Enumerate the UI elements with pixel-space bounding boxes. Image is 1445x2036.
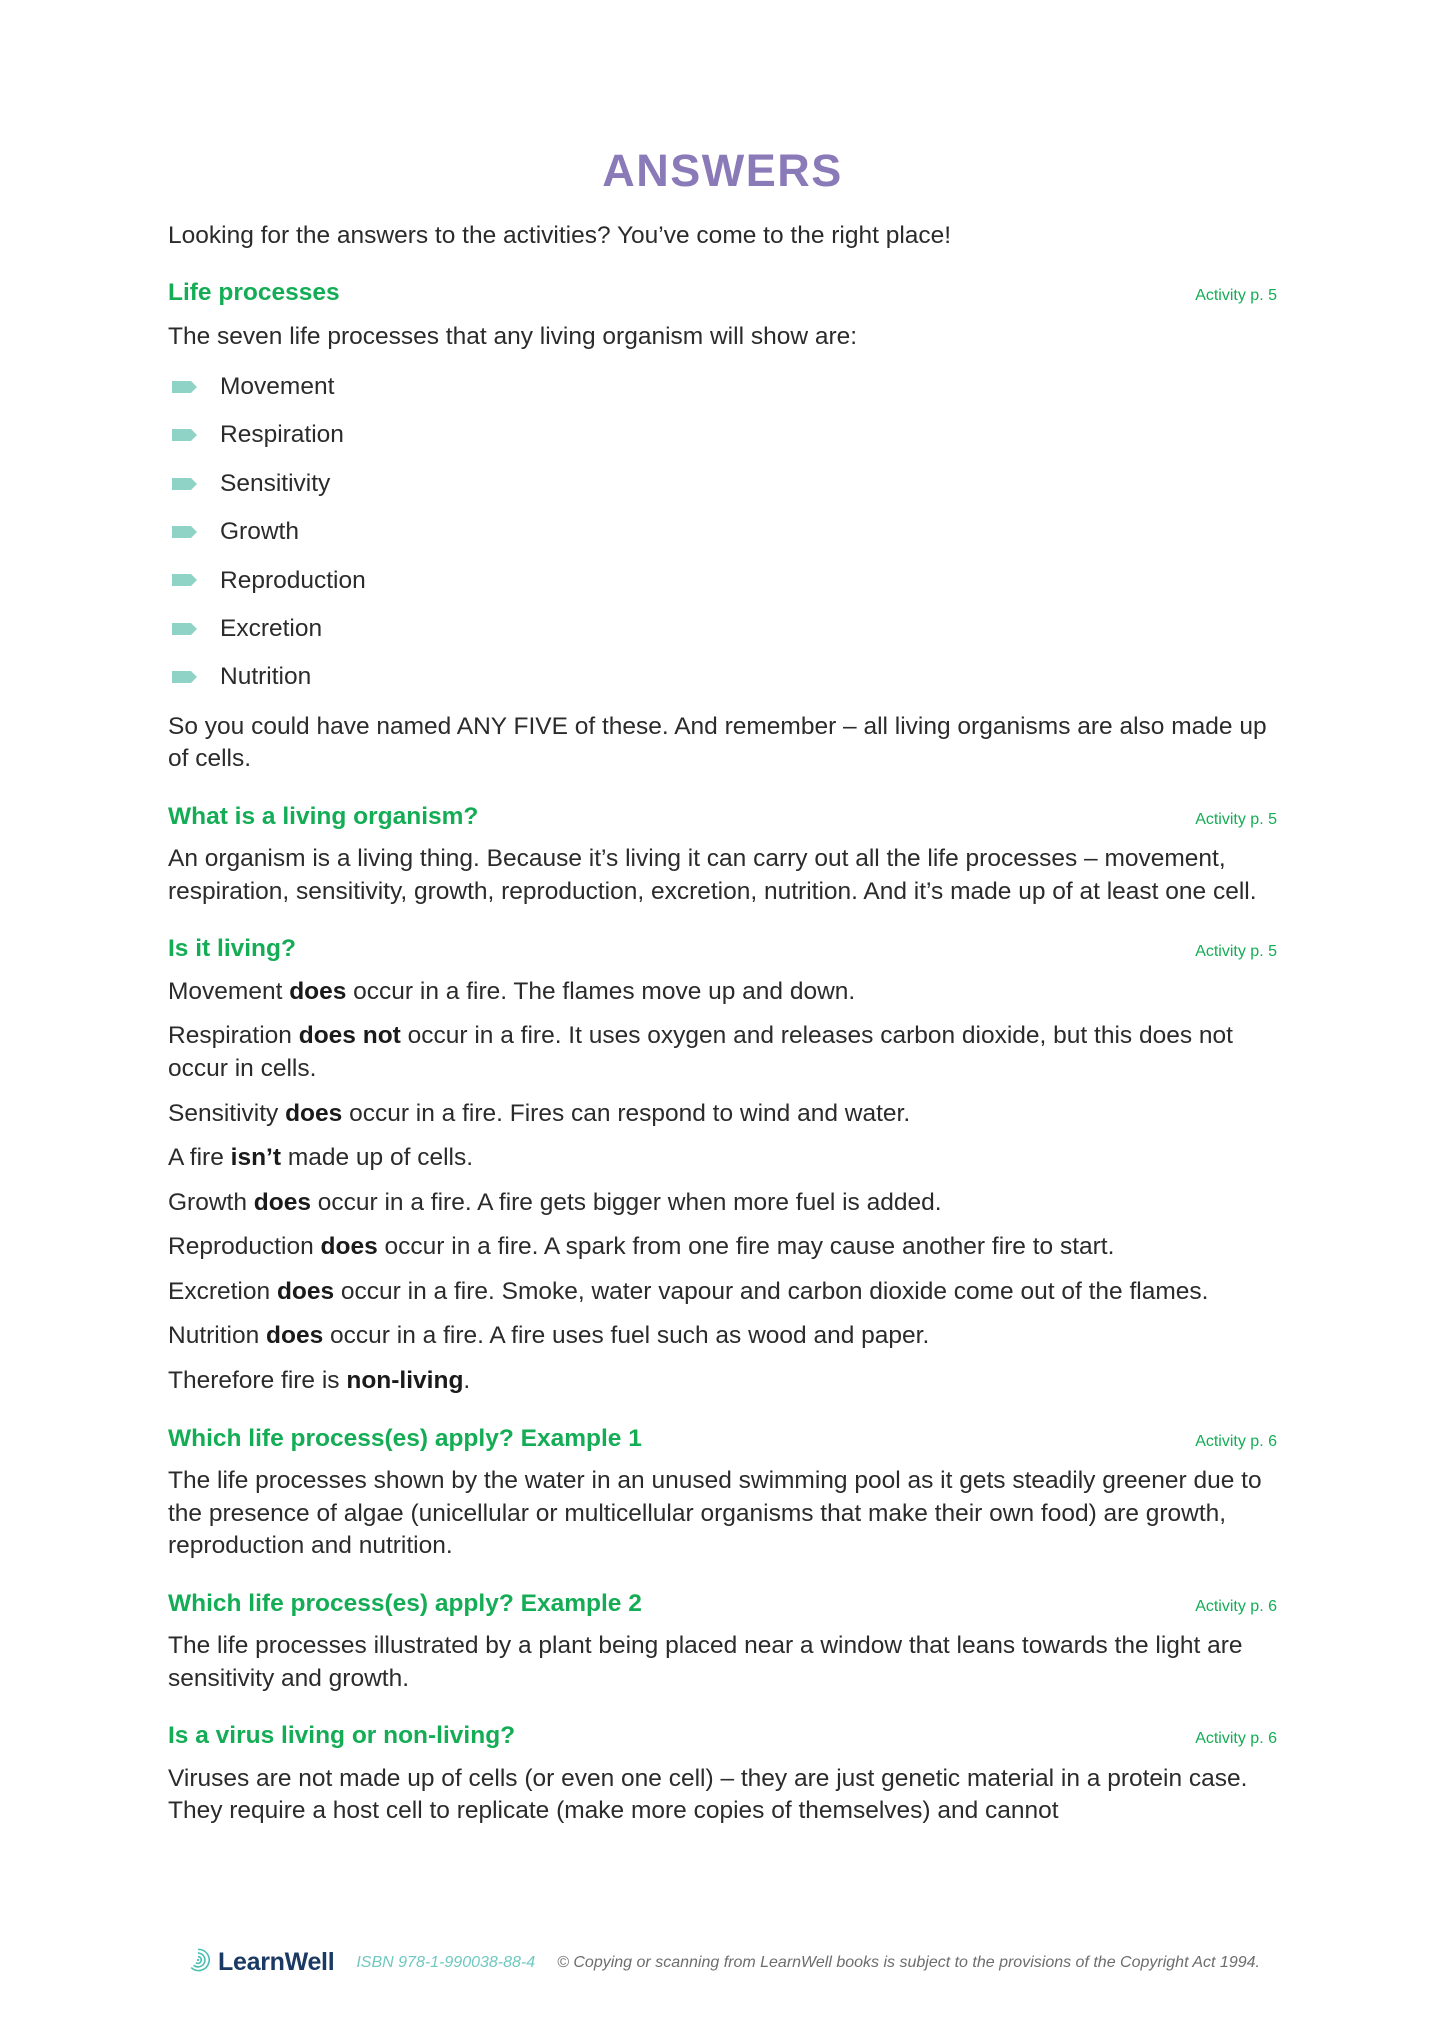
section-example-1 bbox=[168, 1424, 1277, 1563]
answer-pre: Nutrition bbox=[168, 1322, 267, 1350]
intro-paragraph: Looking for the answers to the activities? You’ve come to the right place! bbox=[168, 222, 952, 249]
answer-post: made up of cells. bbox=[281, 1144, 474, 1172]
answer-pre: Sensitivity bbox=[168, 1099, 286, 1127]
list-item-label: Growth bbox=[220, 518, 299, 546]
section-body-text: The life processes illustrated by a plant being placed near a window that leans towards the light are sensitivity and growth. bbox=[168, 1632, 1243, 1692]
answer-pre: Therefore fire is bbox=[168, 1367, 347, 1395]
answer-emphasis: isn’t bbox=[230, 1144, 282, 1172]
section-header bbox=[168, 802, 1277, 831]
section-title: Life processes bbox=[168, 279, 340, 307]
section-header bbox=[168, 1589, 1277, 1618]
section-title: Which life process(es) apply? Example 1 bbox=[168, 1424, 642, 1452]
section-what-is-a-living-organism bbox=[168, 802, 1277, 909]
section-body-text: An organism is a living thing. Because it’s living it can carry out all the life processes – movement, respiration, sensitivity, growth, reproduction, excretion, nutrition. And it’s made up of at least one cell. bbox=[168, 845, 1257, 905]
activity-reference: Activity p. 6 bbox=[1195, 1730, 1277, 1748]
answer-post: occur in a fire. Smoke, water vapour and carbon dioxide come out of the flames. bbox=[334, 1277, 1209, 1305]
answer-paragraph bbox=[168, 1320, 1277, 1353]
flag-bullet-icon bbox=[172, 670, 198, 684]
answer-paragraph bbox=[168, 1365, 1277, 1398]
answer-paragraph bbox=[168, 976, 1277, 1009]
section-header bbox=[168, 278, 1277, 307]
answer-emphasis: does bbox=[285, 1099, 343, 1127]
learnwell-logo bbox=[185, 1947, 334, 1978]
list-item-label: Reproduction bbox=[220, 566, 366, 594]
list-item bbox=[168, 662, 1277, 691]
answer-emphasis: does bbox=[253, 1188, 311, 1216]
list-item bbox=[168, 614, 1277, 643]
section-header bbox=[168, 1424, 1277, 1453]
flag-bullet-icon bbox=[172, 622, 198, 636]
page-title: ANSWERS bbox=[602, 145, 843, 196]
list-item bbox=[168, 420, 1277, 449]
section-body-text: Viruses are not made up of cells (or even one cell) – they are just genetic material in a protein case. They require a host cell to replicate (make more copies of themselves) and cannot bbox=[168, 1764, 1248, 1825]
activity-reference: Activity p. 6 bbox=[1195, 1432, 1277, 1450]
section-closing-text: So you could have named ANY FIVE of these. And remember – all living organisms are also made up of cells. bbox=[168, 712, 1267, 773]
flag-bullet-icon bbox=[172, 525, 198, 539]
answer-emphasis: does bbox=[276, 1277, 335, 1305]
answer-paragraph bbox=[168, 1020, 1277, 1085]
spiral-icon bbox=[185, 1947, 211, 1978]
flag-bullet-icon bbox=[172, 380, 198, 394]
answer-post: occur in a fire. The flames move up and down. bbox=[346, 977, 856, 1005]
answer-pre: Movement bbox=[168, 977, 290, 1005]
answer-paragraph bbox=[168, 1276, 1277, 1309]
section-header bbox=[168, 934, 1277, 963]
answer-emphasis: non-living bbox=[346, 1367, 464, 1395]
section-header bbox=[168, 1721, 1277, 1750]
activity-reference: Activity p. 6 bbox=[1195, 1597, 1277, 1615]
flag-bullet-icon bbox=[172, 573, 198, 587]
list-item-label: Movement bbox=[220, 373, 335, 401]
answer-post: occur in a fire. It uses oxygen and releases carbon dioxide, but this does not occur in cells. bbox=[168, 1022, 1233, 1083]
answer-pre: A fire bbox=[168, 1144, 231, 1172]
section-title: Which life process(es) apply? Example 2 bbox=[168, 1589, 642, 1617]
answer-pre: Reproduction bbox=[168, 1233, 321, 1261]
section-title: What is a living organism? bbox=[168, 802, 479, 830]
section-is-it-living bbox=[168, 934, 1277, 1397]
answer-paragraph bbox=[168, 1098, 1277, 1131]
section-title: Is it living? bbox=[168, 935, 296, 963]
section-is-a-virus-living bbox=[168, 1721, 1277, 1828]
activity-reference: Activity p. 5 bbox=[1195, 287, 1277, 305]
answer-post: occur in a fire. A fire uses fuel such as wood and paper. bbox=[323, 1322, 930, 1350]
answer-post: . bbox=[463, 1367, 471, 1395]
answer-post: occur in a fire. Fires can respond to wind and water. bbox=[342, 1099, 911, 1127]
list-item bbox=[168, 517, 1277, 546]
list-item bbox=[168, 372, 1277, 401]
answer-emphasis: does bbox=[289, 977, 347, 1005]
answer-emphasis: does bbox=[266, 1322, 324, 1350]
activity-reference: Activity p. 5 bbox=[1195, 810, 1277, 828]
answer-paragraph bbox=[168, 1187, 1277, 1220]
answer-post: occur in a fire. A fire gets bigger when more fuel is added. bbox=[310, 1188, 942, 1216]
section-lead-text: The seven life processes that any living organism will show are: bbox=[168, 323, 858, 351]
flag-bullet-icon bbox=[172, 477, 198, 491]
list-item-label: Respiration bbox=[220, 421, 344, 449]
list-item-label: Excretion bbox=[220, 614, 323, 642]
answer-paragraph bbox=[168, 1231, 1277, 1264]
answer-paragraph bbox=[168, 1142, 1277, 1175]
list-item bbox=[168, 566, 1277, 595]
list-item bbox=[168, 469, 1277, 498]
answer-post: occur in a fire. A spark from one fire may cause another fire to start. bbox=[377, 1233, 1115, 1261]
answer-pre: Growth bbox=[168, 1188, 254, 1216]
page-footer bbox=[0, 1947, 1445, 1978]
answer-pre: Respiration bbox=[168, 1022, 299, 1050]
list-item-label: Sensitivity bbox=[220, 469, 331, 497]
flag-bullet-icon bbox=[172, 428, 198, 442]
section-title: Is a virus living or non-living? bbox=[168, 1722, 516, 1750]
isbn-text: ISBN 978-1-990038-88-4 bbox=[356, 1953, 536, 1971]
section-life-processes bbox=[168, 278, 1277, 776]
answer-emphasis: does not bbox=[298, 1022, 401, 1050]
activity-reference: Activity p. 5 bbox=[1195, 943, 1277, 961]
copyright-text: © Copying or scanning from LearnWell books is subject to the provisions of the Copyright Act 1994. bbox=[557, 1953, 1260, 1971]
answer-pre: Excretion bbox=[168, 1277, 277, 1305]
section-example-2 bbox=[168, 1589, 1277, 1696]
life-processes-list bbox=[168, 372, 1277, 692]
section-body-text: The life processes shown by the water in an unused swimming pool as it gets steadily greener due to the presence of algae (unicellular or multicellular organisms that make their own food) are growth, reproduction and nutrition. bbox=[168, 1467, 1262, 1560]
list-item-label: Nutrition bbox=[220, 663, 312, 691]
answer-emphasis: does bbox=[320, 1233, 378, 1261]
logo-wordmark: LearnWell bbox=[218, 1948, 335, 1976]
